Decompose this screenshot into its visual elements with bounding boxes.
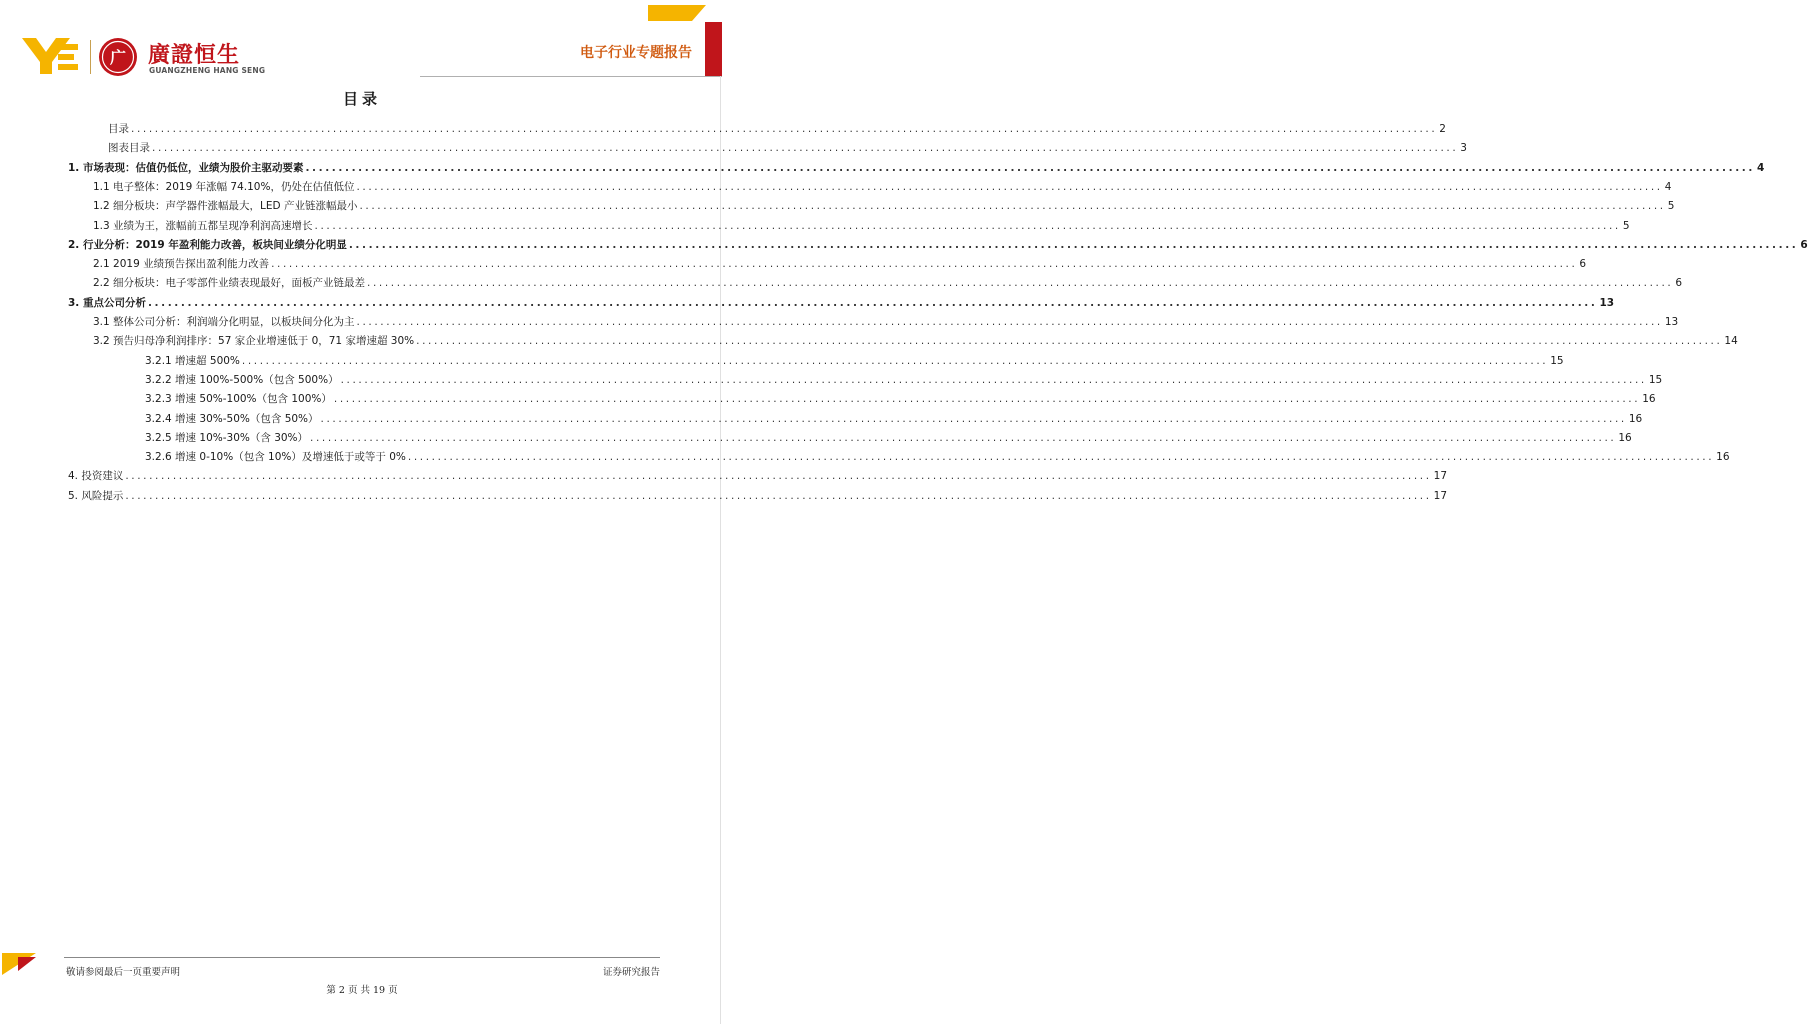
toc-entry-page: 15 xyxy=(1550,354,1564,367)
toc-leader-dots: ............................................................................................................................................................................................................................ xyxy=(416,335,1723,348)
toc-leader-dots: ............................................................................................................................................................................................................................ xyxy=(131,123,1438,135)
toc-entry-label: 3.2.2 增速 100%-500%（包含 500%） xyxy=(145,373,339,386)
toc-entry-label: 1.3 业绩为王，涨幅前五都呈现净利润高速增长 xyxy=(93,219,313,232)
toc-entry-page: 13 xyxy=(1664,316,1679,328)
toc-entry-page: 6 xyxy=(1675,277,1683,290)
toc-entry[interactable] xyxy=(93,179,1672,194)
toc-entry[interactable] xyxy=(145,430,1632,445)
ye-logo-icon xyxy=(22,36,80,76)
toc-entry-label: 3. 重点公司分析 xyxy=(68,296,146,309)
toc-entry-label: 3.2.4 增速 30%-50%（包含 50%） xyxy=(145,412,319,425)
toc-entry-page: 17 xyxy=(1433,489,1448,502)
toc-leader-dots: ............................................................................................................................................................................................................................ xyxy=(305,161,1755,174)
toc-entry[interactable] xyxy=(68,295,1615,310)
report-type-label: 电子行业专题报告 xyxy=(580,45,692,61)
toc-leader-dots: ............................................................................................................................................................................................................................ xyxy=(340,373,1647,386)
toc-leader-dots: ............................................................................................................................................................................................................................ xyxy=(271,258,1578,271)
top-accent-tab-tail xyxy=(692,5,706,21)
header-accent-bar xyxy=(705,22,722,76)
footer-page-number: 第 2 页 共 19 页 xyxy=(326,985,398,996)
toc-entry-label: 1.1 电子整体：2019 年涨幅 74.10%，仍处在估值低位 xyxy=(93,180,355,193)
toc-entry-label: 2.2 细分板块：电子零部件业绩表现最好，面板产业链最差 xyxy=(93,277,366,290)
toc-entry[interactable] xyxy=(68,160,1765,175)
toc-entry[interactable] xyxy=(93,218,1630,233)
toc-entry[interactable] xyxy=(68,488,1448,503)
toc-title: 目录 xyxy=(342,90,381,108)
toc-entry[interactable] xyxy=(108,121,1446,136)
footer-accent-triangle-inner xyxy=(18,957,36,971)
toc-entry[interactable] xyxy=(93,198,1675,213)
toc-entry-label: 4. 投资建议 xyxy=(68,470,124,483)
toc-leader-dots: ............................................................................................................................................................................................................................ xyxy=(407,451,1715,464)
toc-leader-dots: ............................................................................................................................................................................................................................ xyxy=(333,393,1641,406)
toc-leader-dots: ............................................................................................................................................................................................................................ xyxy=(125,470,1432,483)
top-accent-tab xyxy=(648,5,692,21)
toc-leader-dots: ............................................................................................................................................................................................................................ xyxy=(241,354,1549,367)
header-divider xyxy=(420,76,722,77)
toc-entry-label: 2.1 2019 业绩预告探出盈利能力改善 xyxy=(93,258,270,271)
toc-entry-page: 4 xyxy=(1756,161,1765,174)
toc-entry[interactable] xyxy=(93,333,1738,348)
footer-doc-type: 证券研究报告 xyxy=(602,967,660,978)
toc-leader-dots: ............................................................................................................................................................................................................................ xyxy=(320,412,1627,425)
toc-leader-dots: ............................................................................................................................................................................................................................ xyxy=(356,316,1663,328)
toc-entry-page: 16 xyxy=(1716,451,1730,464)
toc-entry[interactable] xyxy=(93,256,1587,271)
seal-logo-icon xyxy=(98,37,138,77)
footer-disclaimer: 敬请参阅最后一页重要声明 xyxy=(66,967,181,978)
toc-entry[interactable] xyxy=(145,353,1564,368)
toc-entry-label: 3.2.5 增速 10%-30%（含 30%） xyxy=(145,431,309,444)
toc-leader-dots: ............................................................................................................................................................................................................................ xyxy=(152,142,1459,155)
toc-entry-page: 3 xyxy=(1460,142,1467,155)
brand-name-en: GUANGZHENG HANG SENG xyxy=(149,66,266,75)
toc-entry[interactable] xyxy=(68,468,1448,483)
brand-name-cn: 廣證恒生 xyxy=(148,43,241,68)
toc-leader-dots: ............................................................................................................................................................................................................................ xyxy=(359,200,1666,213)
toc-entry[interactable] xyxy=(145,372,1663,387)
toc-entry-page: 2 xyxy=(1439,123,1446,135)
toc-entry-label: 5. 风险提示 xyxy=(68,489,124,502)
toc-entry-page: 6 xyxy=(1800,238,1808,251)
toc-entry[interactable] xyxy=(145,449,1730,464)
toc-leader-dots: ............................................................................................................................................................................................................................ xyxy=(125,489,1432,502)
toc-entry-label: 1. 市场表现：估值仍低位，业绩为股价主驱动要素 xyxy=(68,161,304,174)
toc-entry-label: 3.2 预告归母净利润排序：57 家企业增速低于 0，71 家增速超 30% xyxy=(93,335,415,348)
toc-entry[interactable] xyxy=(93,314,1679,329)
toc-entry-page: 5 xyxy=(1667,200,1675,213)
toc-entry-label: 图表目录 xyxy=(108,142,150,155)
toc-entry-page: 5 xyxy=(1622,219,1630,232)
toc-leader-dots: ............................................................................................................................................................................................................................ xyxy=(348,238,1799,251)
toc-entry-label: 目录 xyxy=(108,123,129,135)
toc-entry-page: 15 xyxy=(1648,373,1663,386)
toc-leader-dots: ............................................................................................................................................................................................................................ xyxy=(147,296,1598,309)
logo-separator xyxy=(90,40,91,74)
toc-entry-label: 1.2 细分板块：声学器件涨幅最大，LED 产业链涨幅最小 xyxy=(93,200,358,213)
toc-entry-page: 14 xyxy=(1724,335,1738,348)
toc-entry-label: 3.1 整体公司分析：利润端分化明显，以板块间分化为主 xyxy=(93,316,355,328)
toc-entry[interactable] xyxy=(145,411,1643,426)
page-edge-line xyxy=(720,76,721,1024)
toc-leader-dots: ............................................................................................................................................................................................................................ xyxy=(367,277,1674,290)
toc-entry[interactable] xyxy=(145,391,1656,406)
footer-divider xyxy=(64,957,660,958)
toc-entry-page: 16 xyxy=(1628,412,1643,425)
toc-entry-label: 2. 行业分析：2019 年盈利能力改善，板块间业绩分化明显 xyxy=(68,238,347,251)
toc-entry[interactable] xyxy=(108,140,1467,155)
toc-leader-dots: ............................................................................................................................................................................................................................ xyxy=(314,219,1621,232)
toc-entry-page: 17 xyxy=(1433,470,1448,483)
toc-leader-dots: ............................................................................................................................................................................................................................ xyxy=(356,180,1663,193)
toc-entry-page: 13 xyxy=(1599,296,1615,309)
toc-entry-label: 3.2.3 增速 50%-100%（包含 100%） xyxy=(145,393,332,406)
toc-entry-page: 16 xyxy=(1618,431,1632,444)
toc-entry-page: 4 xyxy=(1664,180,1672,193)
toc-entry[interactable] xyxy=(68,237,1808,252)
toc-entry[interactable] xyxy=(93,275,1683,290)
toc-leader-dots: ............................................................................................................................................................................................................................ xyxy=(310,431,1617,444)
toc-entry-page: 6 xyxy=(1579,258,1587,271)
toc-entry-label: 3.2.1 增速超 500% xyxy=(145,354,240,367)
toc-entry-label: 3.2.6 增速 0-10%（包含 10%）及增速低于或等于 0% xyxy=(145,451,406,464)
toc-entry-page: 16 xyxy=(1642,393,1656,406)
seal-char: 广 xyxy=(109,48,127,67)
